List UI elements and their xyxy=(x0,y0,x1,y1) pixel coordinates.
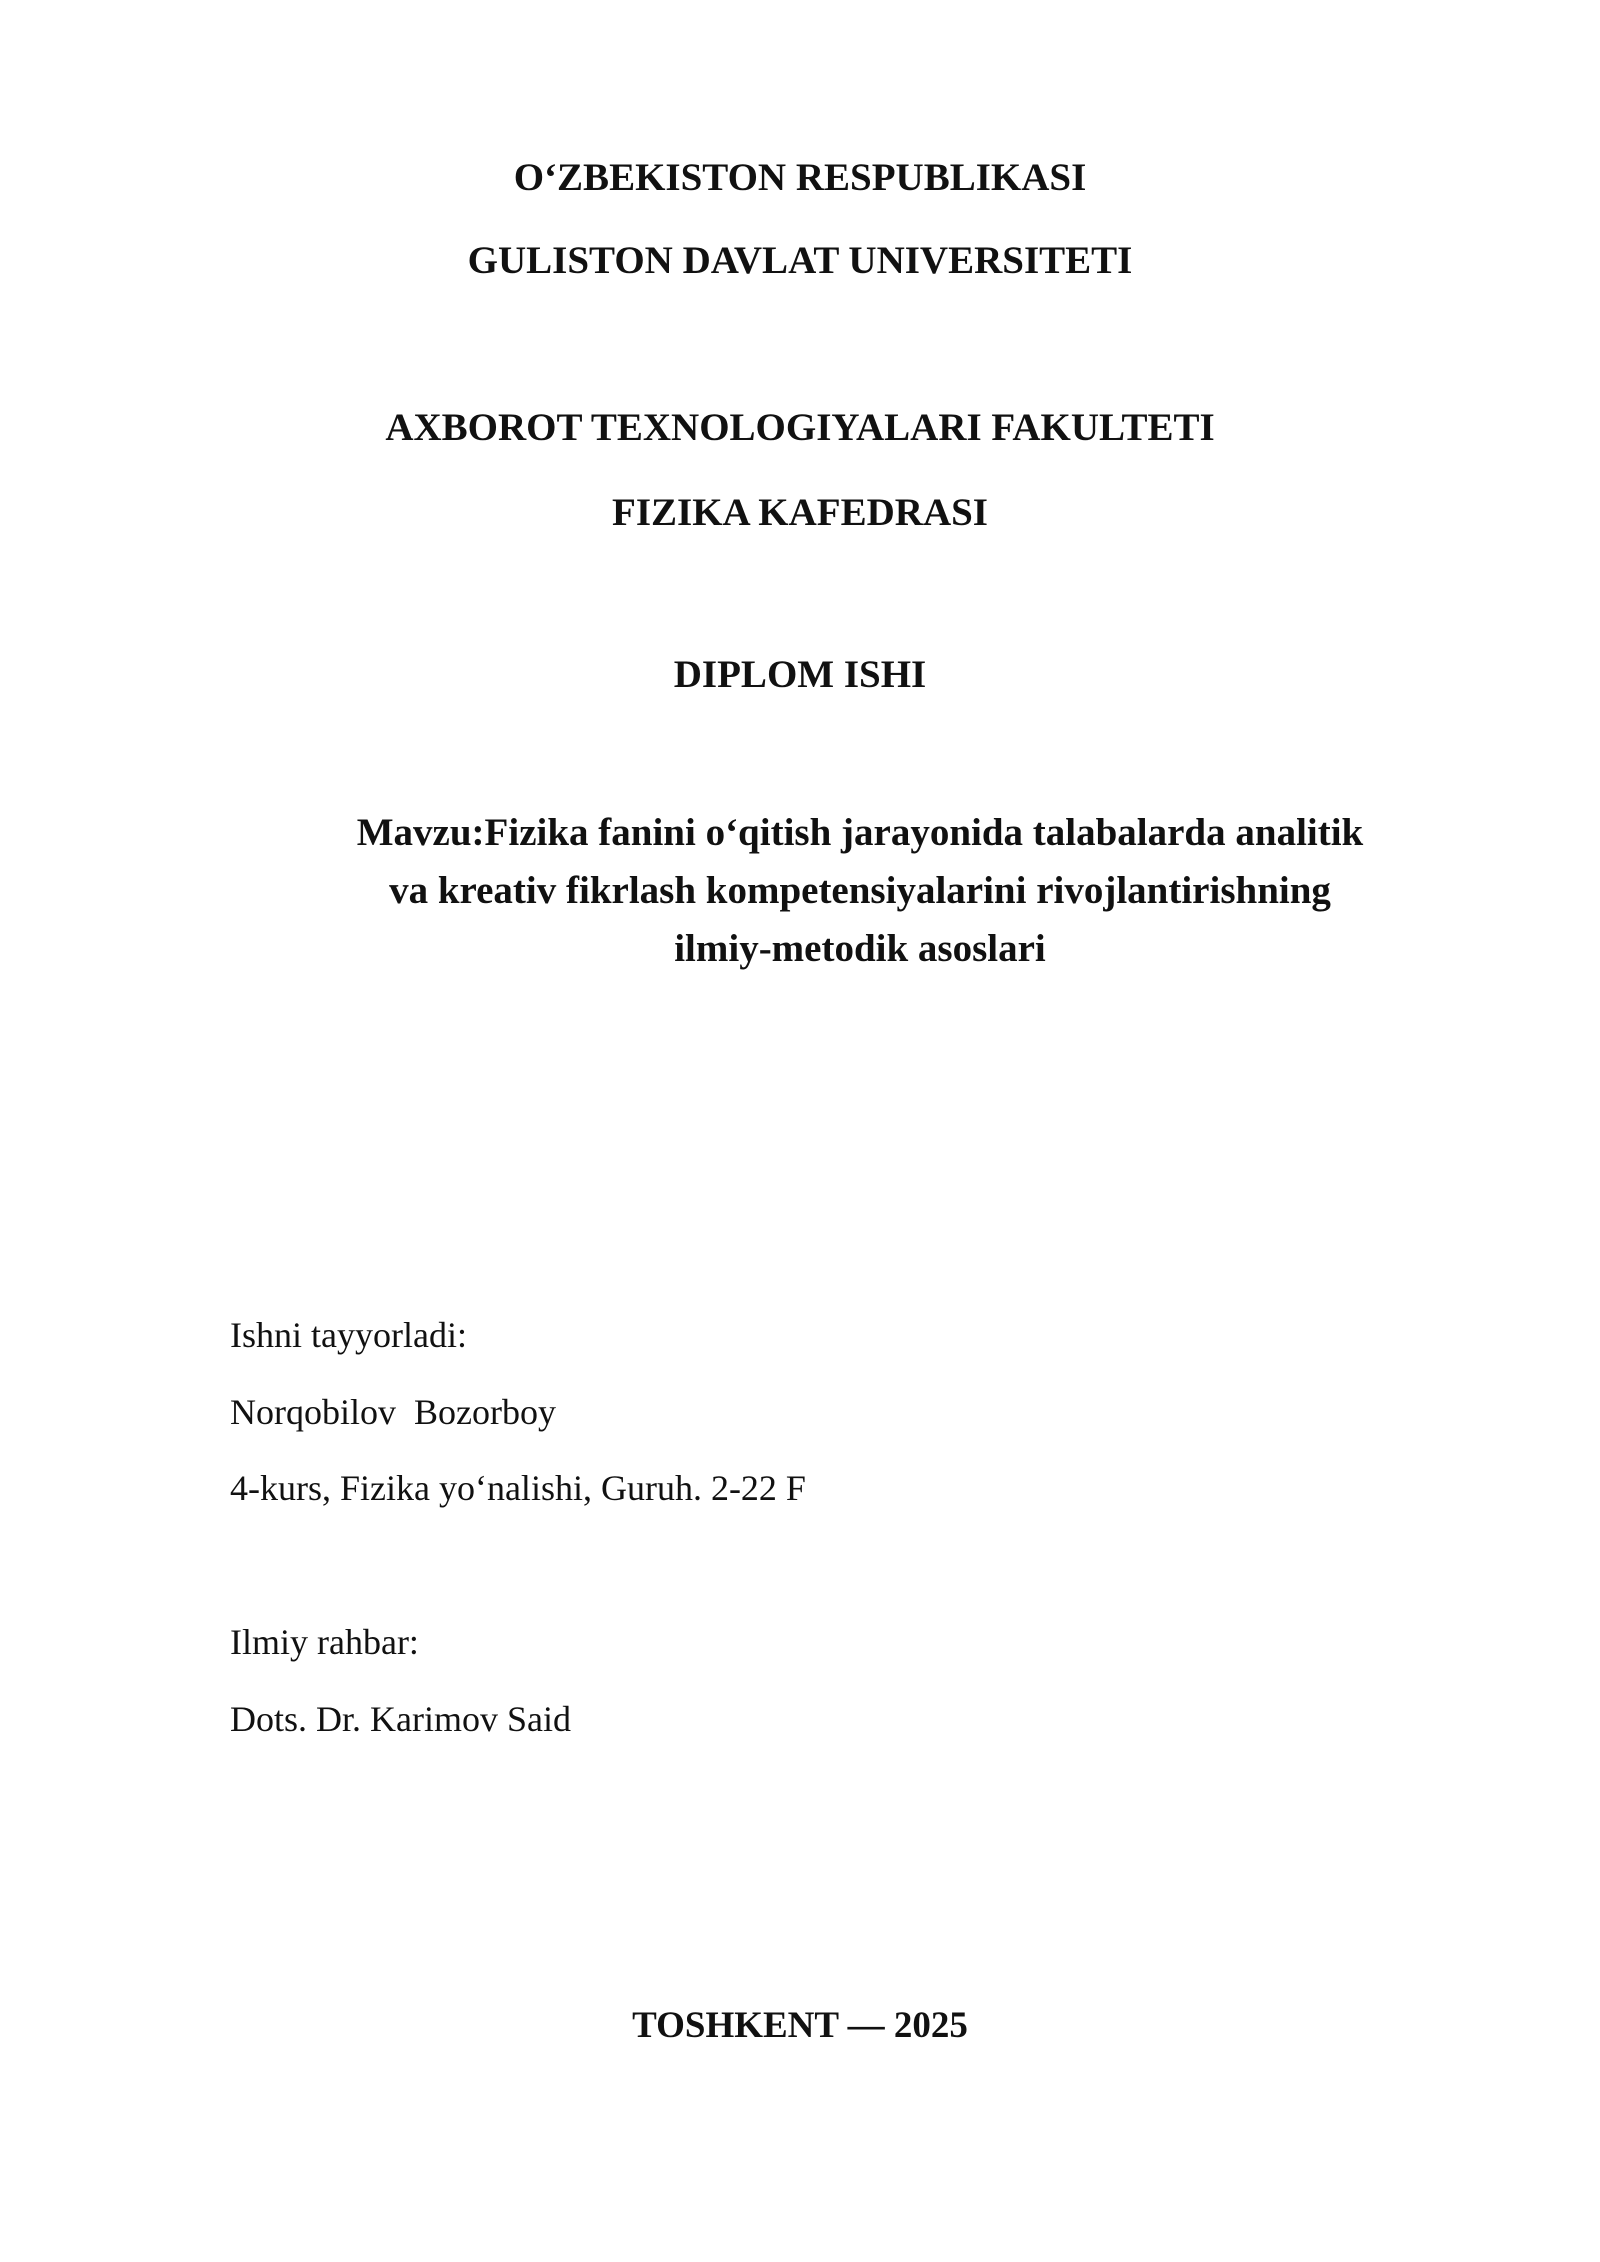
topic-line-2: va kreativ fikrlash kompetensiyalarini rivojlantirishning xyxy=(389,869,1331,912)
faculty-title: AXBOROT TEXNOLOGIYALARI FAKULTETI xyxy=(385,406,1215,449)
supervisor-name: Dots. Dr. Karimov Said xyxy=(230,1699,571,1739)
author-name: Norqobilov Bozorboy xyxy=(230,1392,556,1432)
topic-line-1: Mavzu:Fizika fanini o‘qitish jarayonida talabalarda analitik xyxy=(356,811,1364,854)
thesis-topic xyxy=(230,804,1490,978)
department-title: FIZIKA KAFEDRASI xyxy=(612,491,988,534)
university-title: GULISTON DAVLAT UNIVERSITETI xyxy=(467,239,1133,282)
author-details: 4-kurs, Fizika yo‘nalishi, Guruh. 2-22 F xyxy=(230,1468,806,1508)
document-type: DIPLOM ISHI xyxy=(673,653,927,696)
topic-line-3: ilmiy-metodik asoslari xyxy=(674,927,1046,970)
author-label: Ishni tayyorladi: xyxy=(230,1315,467,1355)
supervisor-label: Ilmiy rahbar: xyxy=(230,1622,419,1662)
country-title: O‘ZBEKISTON RESPUBLIKASI xyxy=(513,156,1087,199)
place-year: TOSHKENT — 2025 xyxy=(632,2005,968,2046)
